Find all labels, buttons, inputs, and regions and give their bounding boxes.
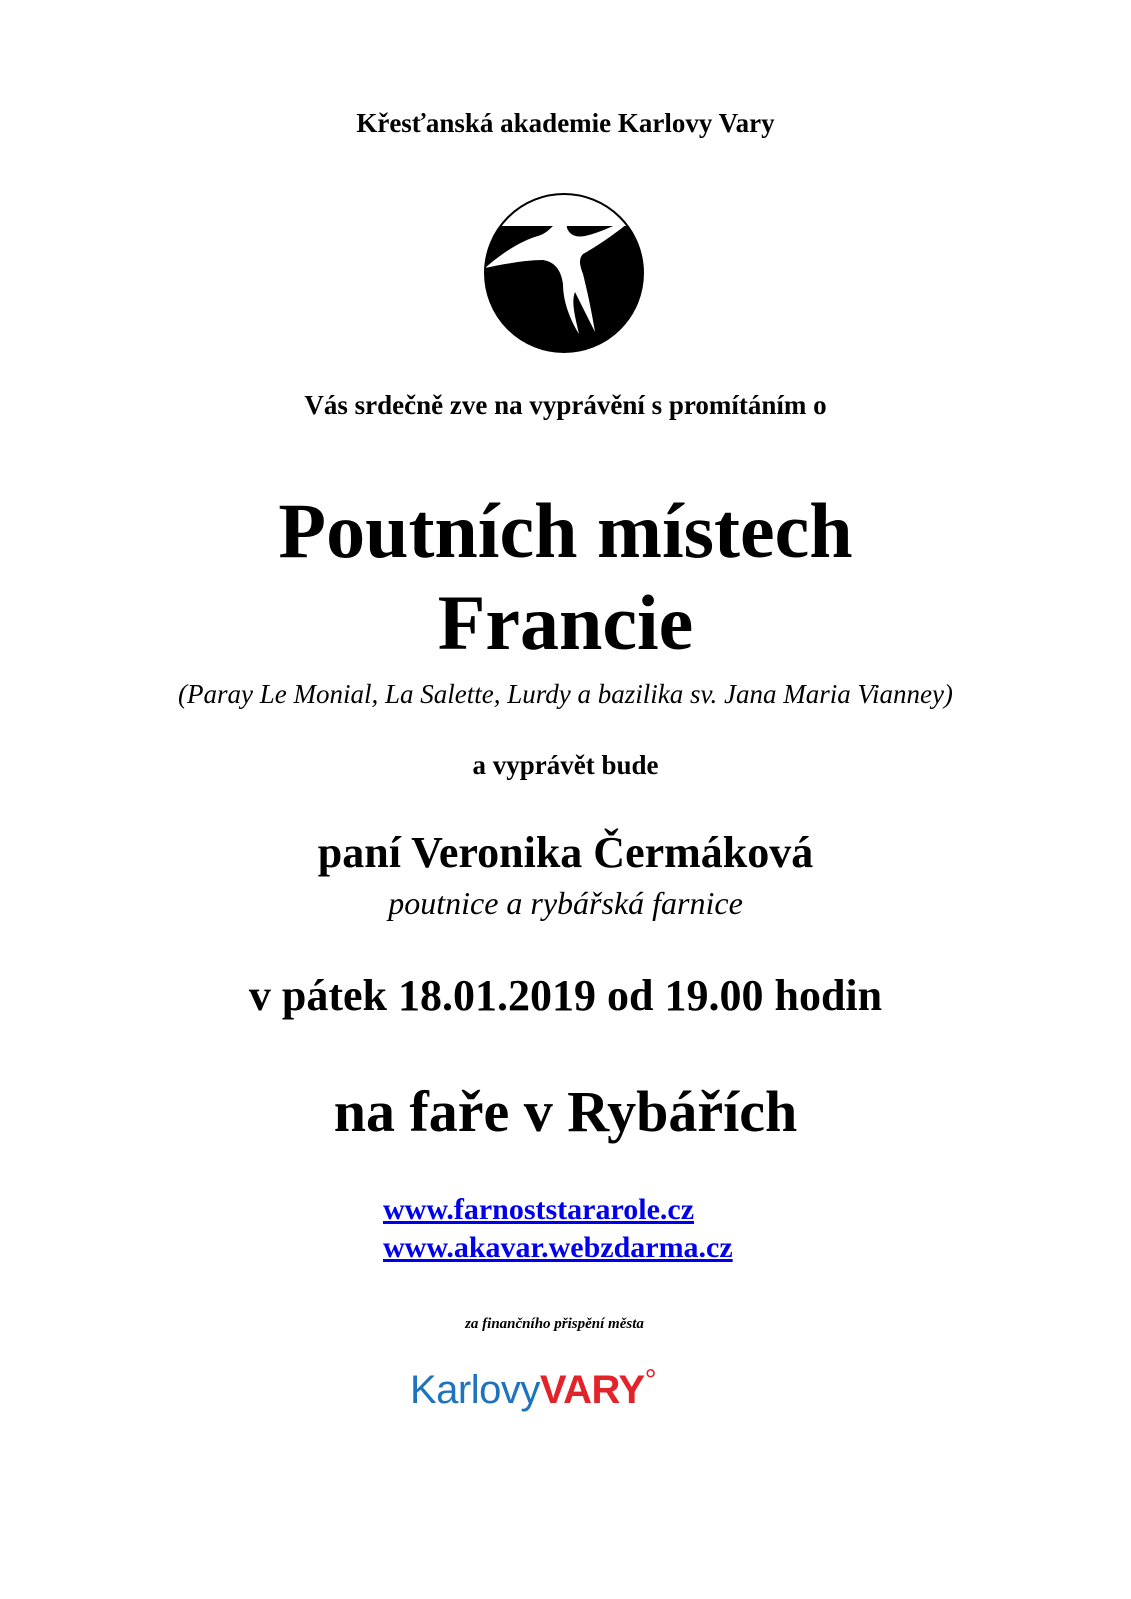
sponsor-logo-degree: ° — [644, 1364, 657, 1397]
karlovy-vary-logo — [410, 1364, 657, 1413]
speaker-name: paní Veronika Čermáková — [317, 828, 814, 877]
support-text — [0, 1316, 1131, 1333]
invitation-text: Vás srdečně zve na vyprávění s promítáním o — [304, 390, 827, 420]
sponsor-logo-part1: Karlovy — [410, 1368, 540, 1412]
event-places: (Paray Le Monial, La Salette, Lurdy a bazilika sv. Jana Maria Vianney) — [178, 679, 953, 709]
link-farnost[interactable]: www.farnoststararole.cz — [383, 1193, 695, 1226]
event-venue: na faře v Rybářích — [333, 1079, 798, 1144]
sponsor-logo-part2: VARY — [539, 1368, 645, 1412]
speaker-role: poutnice a rybářská farnice — [388, 885, 743, 921]
event-title-line2: Francie — [437, 579, 694, 666]
event-title-line1: Poutních místech — [278, 487, 853, 574]
organization-name: Křesťanská akademie Karlovy Vary — [356, 108, 775, 138]
narration-intro: a vyprávět bude — [472, 750, 659, 780]
event-datetime: v pátek 18.01.2019 od 19.00 hodin — [248, 971, 883, 1020]
link-akavar[interactable]: www.akavar.webzdarma.cz — [383, 1231, 733, 1264]
swallow-logo-icon — [483, 192, 645, 354]
support-text-label: za finančního přispění města — [465, 1316, 644, 1332]
